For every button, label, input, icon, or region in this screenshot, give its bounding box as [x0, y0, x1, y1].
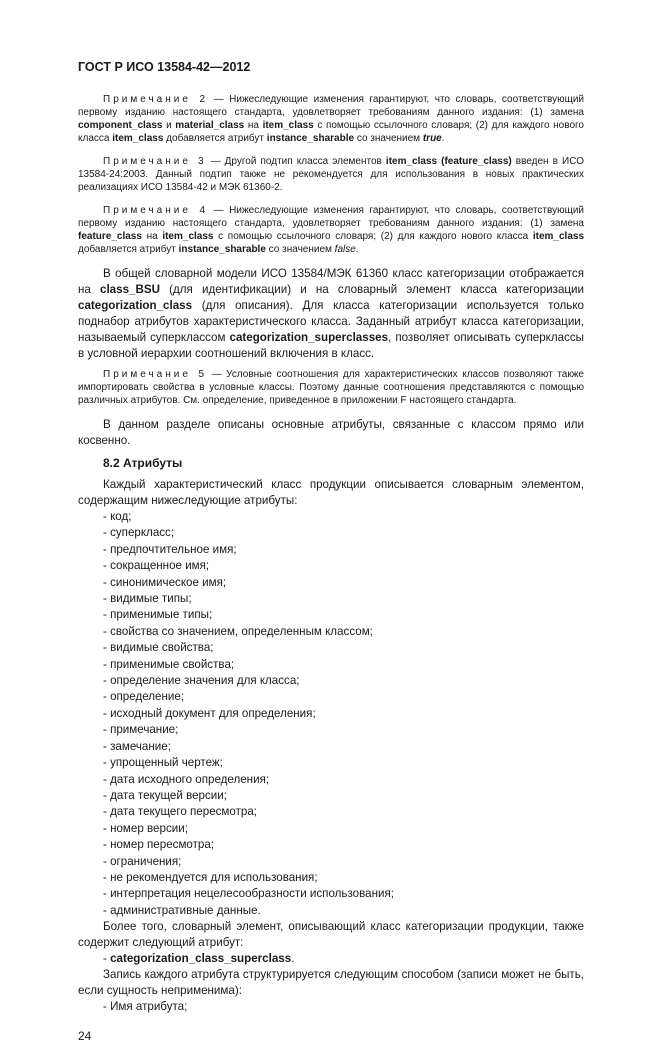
note-5 — [78, 368, 584, 407]
attribute-list-item: - видимые свойства; — [103, 641, 214, 655]
paragraph-attributes-intro — [78, 477, 584, 509]
attribute-list-item: - исходный документ для определения; — [103, 706, 316, 720]
text-run: с помощью ссылочного словаря; (2) для каждого нового класса — [213, 231, 533, 242]
paragraph-moreover — [78, 919, 584, 951]
attribute-list-item: - суперкласс; — [103, 526, 175, 540]
paragraph-superclass-attr — [78, 951, 584, 967]
bold-term: feature_class — [78, 231, 142, 242]
text-run: со значением — [354, 133, 423, 144]
bold-term: item_class — [162, 231, 214, 242]
text-run: - Имя атрибута; — [103, 1000, 188, 1014]
note-label: Примечание 2 — [103, 94, 209, 105]
text-run: , позволяет описывать суперклассы в условной иерархии соотношений включения в класс. — [78, 331, 584, 360]
page-number: 24 — [78, 1029, 92, 1044]
attribute-list-item: - ограничения; — [103, 854, 182, 868]
attribute-list-item: - дата текущей версии; — [103, 788, 227, 802]
attribute-list-item: - видимые типы; — [103, 592, 192, 606]
attribute-list-item: - предпочтительное имя; — [103, 542, 237, 556]
bold-term: item_class — [112, 133, 164, 144]
attribute-list-item: - номер пересмотра; — [103, 838, 215, 852]
text-run: — Нижеследующие изменения гарантируют, что словарь, соответствующий первому изданию настоящего стандарта, удовлетворяет требованиям данного издания: (1) замена — [78, 205, 584, 229]
text-run: false — [334, 244, 356, 255]
attribute-list-item: - дата текущего пересмотра; — [103, 805, 258, 819]
text-run: — Условные соотношения для характеристических классов позволяют также импортировать свойства в условные классы. Поэтому данные соотношения представляются с помощью различных атрибутов. См. определение, приведенное в приложении F настоящего стандарта. — [78, 369, 584, 406]
attribute-list-item: - синонимическое имя; — [103, 575, 227, 589]
attribute-list-item: - определение; — [103, 690, 185, 704]
attribute-list-item: - не рекомендуется для использования; — [103, 870, 318, 884]
bold-term: instance_sharable — [178, 244, 266, 255]
attribute-list-item: - применимые свойства; — [103, 657, 235, 671]
paragraph-section-intro — [78, 417, 584, 449]
attribute-list-item: - примечание; — [103, 723, 179, 737]
text-run: В общей словарной модели ИСО 13584/МЭК 61360 класс категоризации отображается на — [78, 267, 584, 296]
text-run: — Другой подтип класса элементов — [206, 156, 386, 167]
bold-term: item_class — [532, 231, 585, 242]
text-run: . — [441, 133, 445, 144]
bold-term: component_class — [78, 120, 163, 131]
note-label: Примечание 5 — [103, 369, 208, 380]
bold-term: categorization_class — [78, 299, 193, 312]
text-run: добавляется атрибут — [78, 244, 179, 255]
text-run: Более того, словарный элемент, описывающий класс категоризации продукции, также содержит следующий атрибут: — [78, 920, 584, 950]
bold-term: categorization_class_superclass — [110, 952, 292, 966]
text-run: Запись каждого атрибута структурируется следующим способом (записи может не быть, если сущность неприменима): — [78, 968, 584, 998]
document-page — [78, 0, 584, 1064]
attribute-list-item: - сокращенное имя; — [103, 559, 210, 573]
bold-term: instance_sharable — [266, 133, 355, 144]
text-run: с помощью ссылочного словаря; (2) для каждого нового класса — [78, 120, 584, 144]
text-run: . — [355, 244, 359, 255]
text-run: В данном разделе описаны основные атрибуты, связанные с классом прямо или косвенно. — [78, 418, 584, 447]
attribute-list-item: - административные данные. — [103, 903, 261, 917]
note-label: Примечание 3 — [103, 156, 207, 167]
bold-term: categorization_superclasses — [229, 331, 389, 344]
attribute-list-item: - определение значения для класса; — [103, 674, 300, 688]
text-run: и — [162, 120, 176, 131]
attribute-list-item: - применимые типы; — [103, 608, 213, 622]
text-run: со значением — [265, 244, 335, 255]
paragraph-categorization — [78, 266, 584, 362]
attribute-list-item: - дата исходного определения; — [103, 772, 270, 786]
text-run: на — [141, 231, 163, 242]
text-run: - — [103, 952, 111, 966]
note-label: Примечание 4 — [103, 205, 209, 216]
attribute-list-item: - свойства со значением, определенным классом; — [103, 624, 373, 638]
bold-term: true — [422, 133, 442, 144]
text-run: добавляется атрибут — [163, 133, 267, 144]
text-run: (для описания). Для класса категоризации используется только поднабор атрибутов характеристического класса. Заданный атрибут класса категоризации, называемый суперклассом — [78, 299, 584, 344]
text-run: — Нижеследующие изменения гарантируют, что словарь, соответствующий первому изданию настоящего стандарта, удовлетворяет требованиям данного издания: (1) замена — [78, 94, 584, 118]
text-run: (для идентификации) и на словарный элемент класса категоризации — [159, 283, 584, 296]
attribute-list — [103, 509, 584, 919]
text-run: введен в ИСО 13584-24:2003. Данный подтип также не рекомендуется для использования в новых практических реализациях ИСО 13584-42 и МЭК 61360-2. — [78, 156, 584, 193]
document-header: ГОСТ Р ИСО 13584-42—2012 — [78, 60, 251, 74]
attribute-list-item: - код; — [103, 510, 132, 523]
bold-term: item_class (feature_class) — [385, 156, 512, 167]
attribute-list-item: - интерпретация нецелесообразности использования; — [103, 887, 394, 901]
text-run: Каждый характеристический класс продукции описывается словарным элементом, содержащим нижеследующие атрибуты: — [78, 478, 584, 507]
text-run: на — [244, 120, 263, 131]
bold-term: class_BSU — [100, 283, 160, 296]
bold-term: item_class — [262, 120, 314, 131]
attribute-list-item: - номер версии; — [103, 821, 188, 835]
note-4 — [78, 204, 584, 256]
text-run: . — [291, 952, 295, 966]
attribute-list-item: - замечание; — [103, 739, 171, 753]
attribute-list-item: - упрощенный чертеж; — [103, 756, 223, 770]
bold-term: material_class — [175, 120, 245, 131]
section-heading: 8.2 Атрибуты — [103, 456, 183, 470]
paragraph-record-structure — [78, 967, 584, 999]
paragraph-attr-name — [78, 999, 584, 1015]
note-3 — [78, 155, 584, 194]
note-2 — [78, 93, 584, 145]
